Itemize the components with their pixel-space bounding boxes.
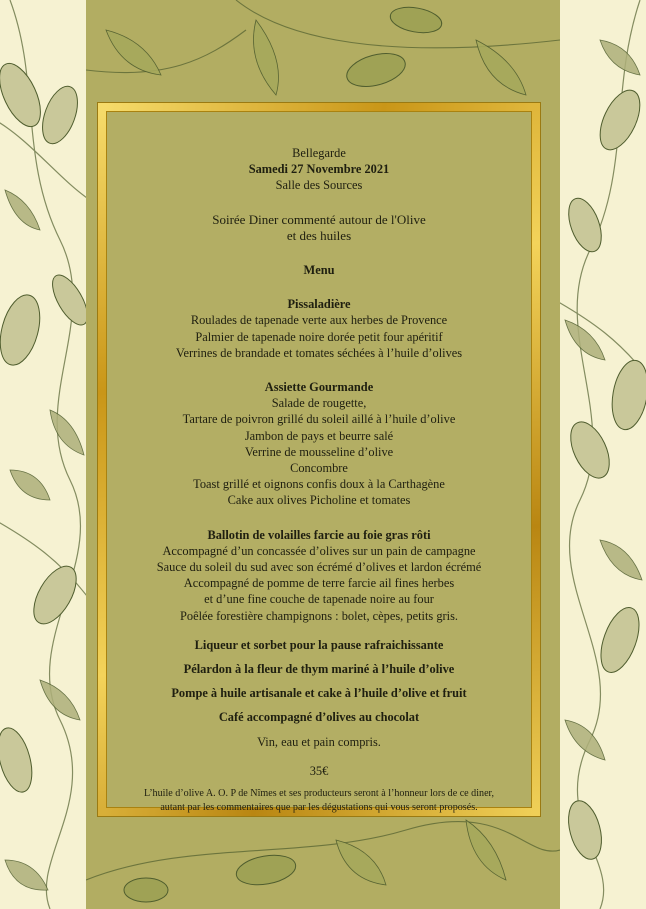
olive-branch-illustration-left: [0, 0, 86, 909]
section-title: Assiette Gourmande: [264, 380, 374, 395]
menu-item: Accompagné d’un concassée d’olives sur un pain de campagne: [162, 543, 476, 558]
event-date: Samedi 27 Novembre 2021: [248, 162, 390, 177]
menu-item: Tartare de poivron grillé du soleil aillé à l’huile d’olive: [182, 412, 456, 427]
menu-content: [106, 145, 532, 815]
town-name: Bellegarde: [292, 146, 346, 160]
course-liqueur: Liqueur et sorbet pour la pause rafraichissante: [194, 637, 444, 652]
menu-item: Cake aux olives Picholine et tomates: [227, 493, 411, 508]
menu-item: Poêlée forestière champignons : bolet, cèpes, petits gris.: [179, 608, 459, 623]
course-cafe: Café accompagné d’olives au chocolat: [218, 710, 420, 725]
menu-item: Accompagné de pomme de terre farcie ail fines herbes: [183, 576, 455, 591]
menu-item: Concombre: [290, 461, 348, 476]
right-botanical-border: [560, 0, 646, 909]
menu-item: Verrine de mousseline d’olive: [244, 444, 394, 459]
price: 35€: [309, 763, 329, 778]
course-pompe: Pompe à huile artisanale et cake à l’huile d’olive et fruit: [171, 686, 467, 701]
menu-item: Toast grillé et oignons confis doux à la Carthagène: [193, 477, 445, 492]
menu-item: Salade de rougette,: [271, 396, 367, 411]
menu-item: Verrines de brandade et tomates séchées à l’huile d’olives: [175, 345, 463, 360]
event-title-line-1: Soirée Diner commenté autour de l'Olive: [212, 211, 426, 227]
menu-card: [98, 103, 540, 816]
section-title: Ballotin de volailles farcie au foie gras rôti: [207, 527, 431, 542]
menu-item: Sauce du soleil du sud avec son écrémé d’olives et lardon écrémé: [156, 560, 482, 575]
menu-item: Palmier de tapenade noire dorée petit four apéritif: [195, 329, 443, 344]
menu-heading: Menu: [303, 263, 335, 278]
footer-note-line-2: autant par les commentaires que par les dégustations qui vous seront proposés.: [160, 802, 478, 814]
left-botanical-border: [0, 0, 86, 909]
menu-item: et d’une fine couche de tapenade noire au four: [204, 592, 434, 607]
course-pelardon: Pélardon à la fleur de thym mariné à l’huile d’olive: [183, 662, 455, 677]
venue-name: Salle des Sources: [275, 178, 363, 193]
menu-item: Jambon de pays et beurre salé: [244, 428, 394, 443]
menu-item: Roulades de tapenade verte aux herbes de Provence: [190, 313, 448, 328]
olive-branch-illustration-right: [560, 0, 646, 909]
section-title: Pissaladière: [287, 297, 351, 312]
footer-note-line-1: L’huile d’olive A. O. P de Nîmes et ses producteurs seront à l’honneur lors de ce diner,: [143, 788, 495, 800]
included-note: Vin, eau et pain compris.: [257, 734, 381, 749]
event-title-line-2: et des huiles: [286, 227, 352, 243]
